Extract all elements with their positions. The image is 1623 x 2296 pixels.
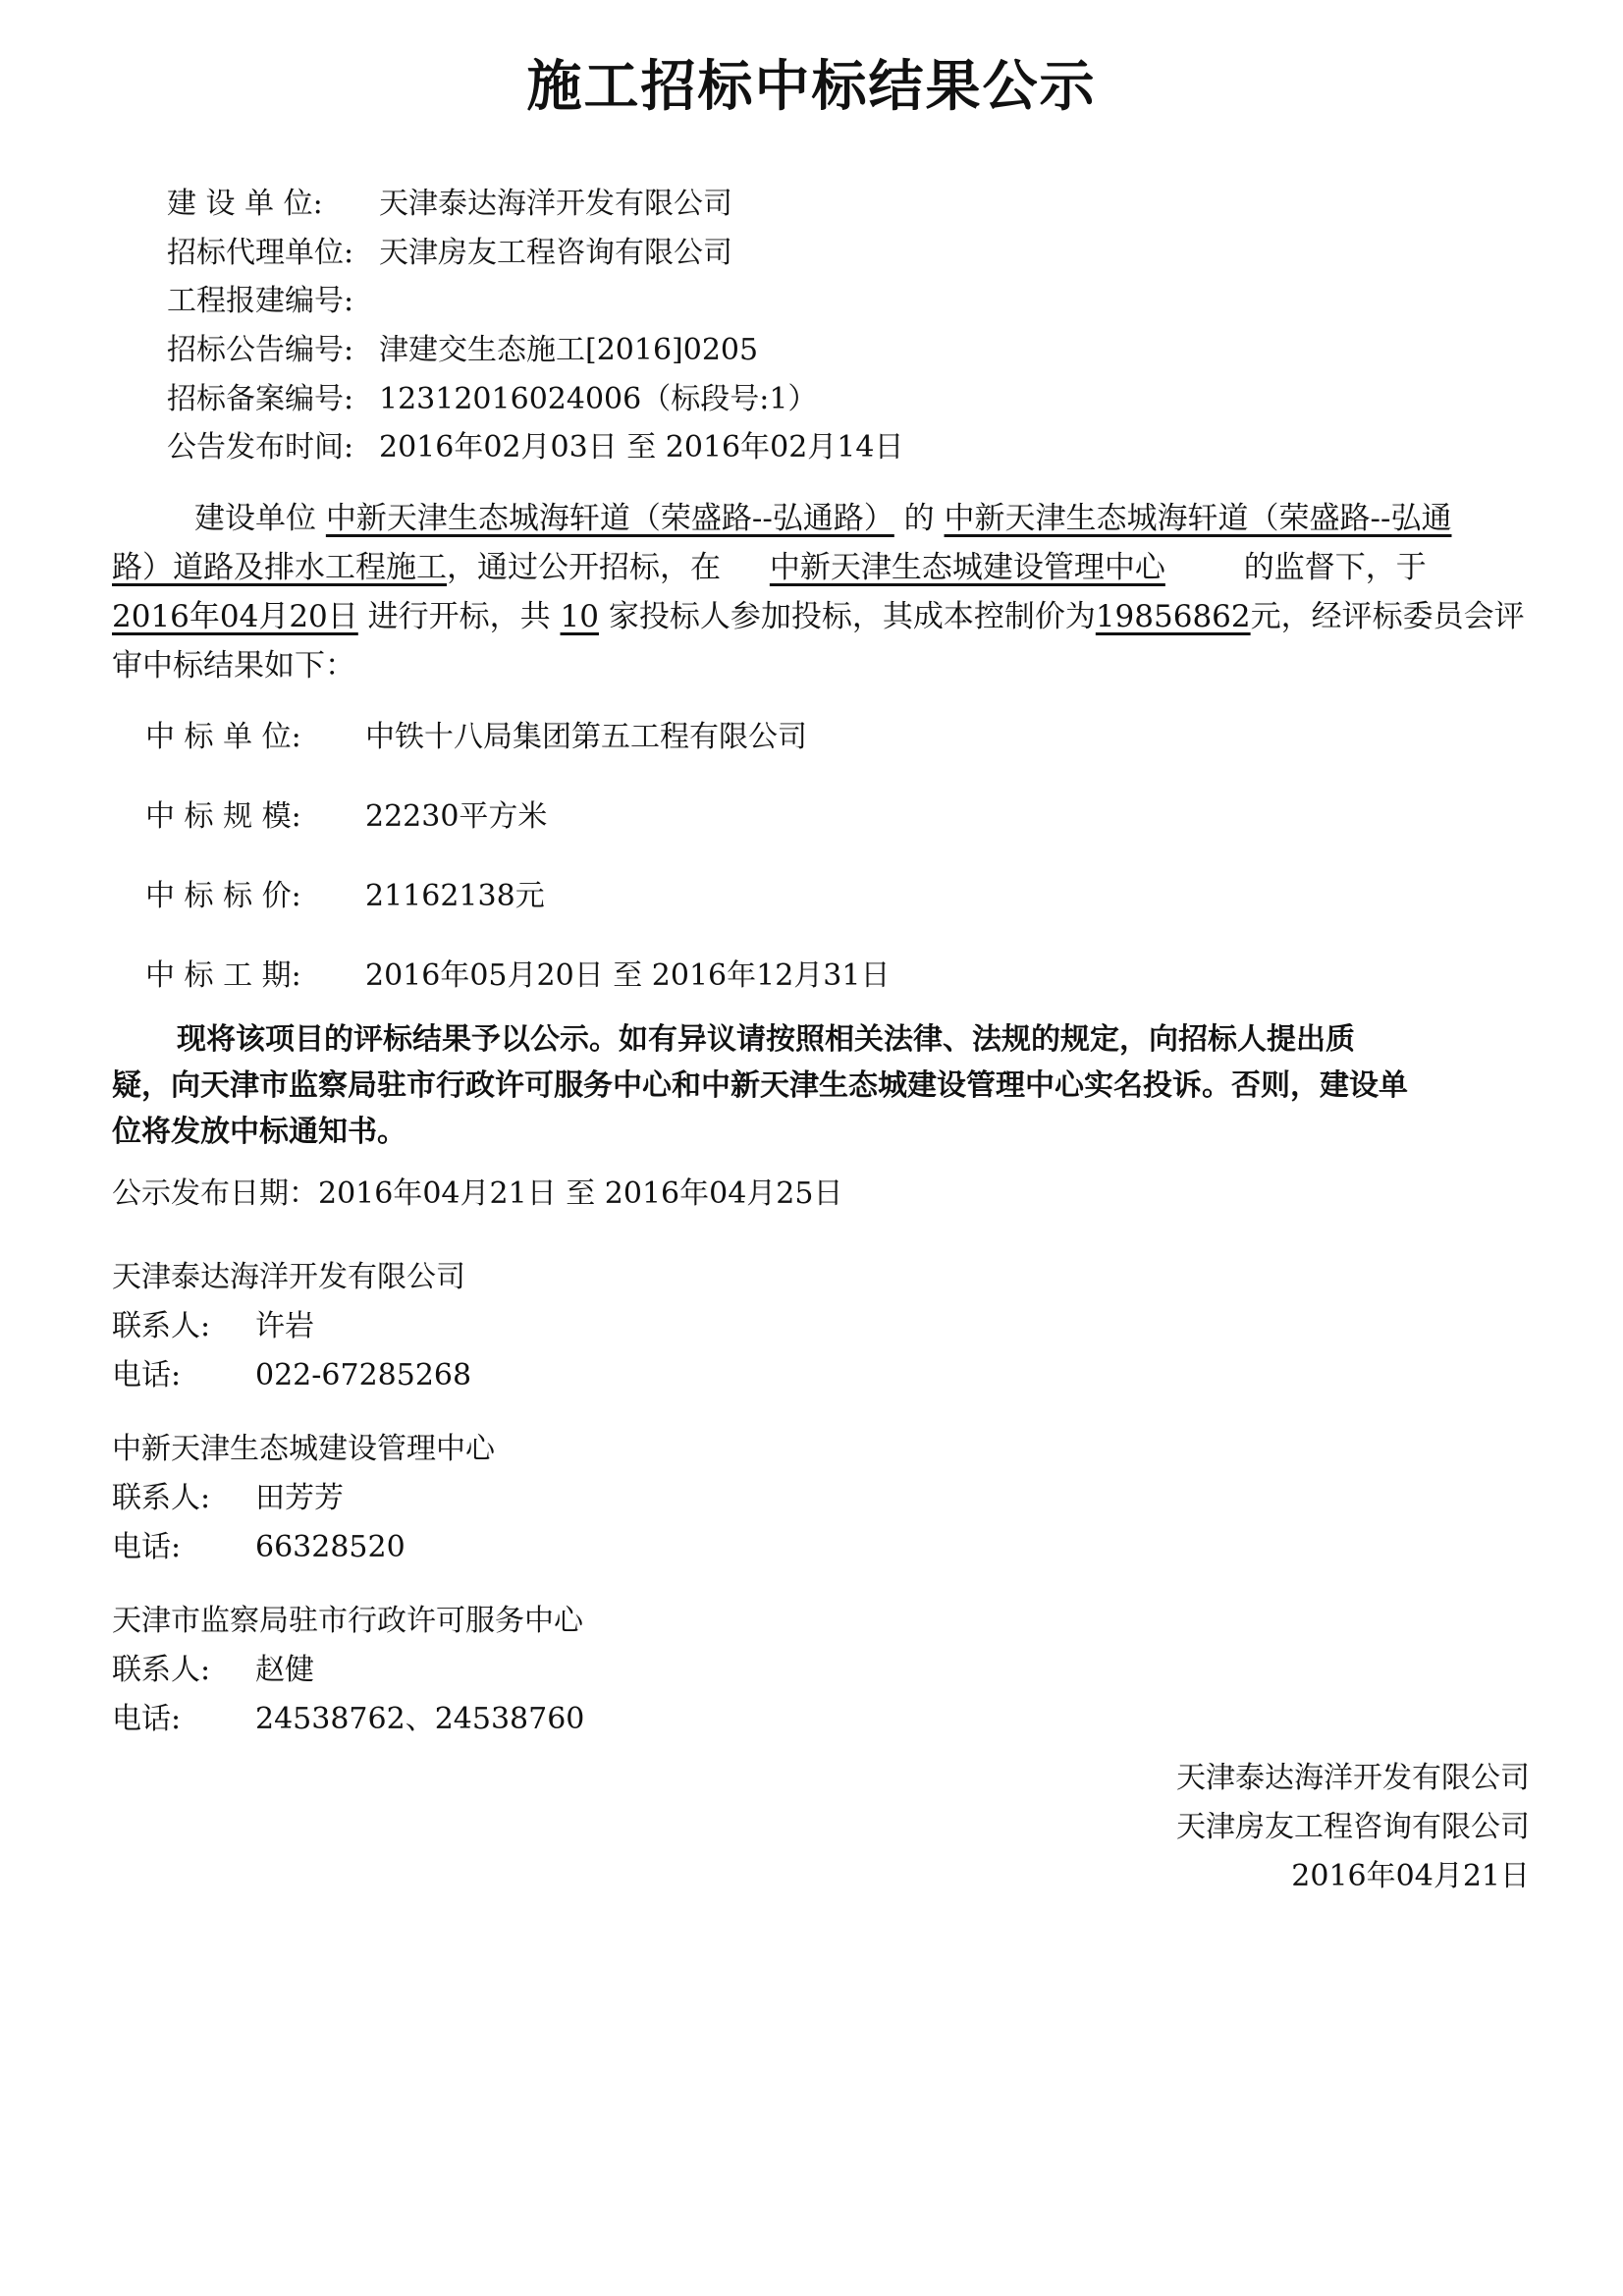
field-label: 公告发布时间: [167,430,354,465]
result-field-winner [145,712,807,755]
contact-org: 天津市监察局驻市行政许可服务中心 [112,1604,583,1638]
contact-phone-number: 022-67285268 [255,1358,472,1393]
body-text: ，通过公开招标，在 [447,550,730,585]
field-label: 招标备案编号: [167,382,354,416]
field-label: 建 设 单 位: [167,187,323,221]
contact-person-name: 许岩 [255,1309,314,1343]
project-name-part1: 中新天津生态城海轩道（荣盛路--弘通 [944,501,1452,536]
contact-phone [112,1522,406,1565]
contact-person [112,1301,314,1344]
result-field-price [145,871,545,914]
public-notice [112,1016,1577,1155]
bidder-count: 10 [560,599,599,634]
field-label: 工程报建编号: [167,284,354,318]
contact-org: 天津泰达海洋开发有限公司 [112,1260,465,1294]
result-field-duration [145,951,890,994]
cost-control-price: 19856862 [1095,599,1251,634]
body-text: 建设单位 [194,501,326,536]
field-value: 12312016024006（标段号:1） [379,382,818,416]
project-name-part2: 路）道路及排水工程施工 [112,550,447,585]
contact-person-label: 联系人: [112,1309,211,1343]
body-text: 审中标结果如下： [112,648,355,683]
contact-phone [112,1694,584,1737]
field-label: 中 标 工 期: [145,958,301,993]
field-value: 2016年02月03日 至 2016年02月14日 [379,430,904,465]
contact-phone-label: 电话: [112,1358,182,1393]
field-label: 中 标 规 模: [145,799,301,834]
contact-person [112,1473,344,1516]
body-text: 的监督下，于 [1233,550,1427,585]
publish-period: 公示发布日期：2016年04月21日 至 2016年04月25日 [112,1176,843,1211]
body-line [112,641,1577,690]
contact-person-label: 联系人: [112,1653,211,1687]
result-field-scale [145,792,547,835]
header-field-agency [167,228,732,271]
field-label: 招标公告编号: [167,333,354,367]
contact-phone [112,1350,471,1394]
supervisor-name: 中新天津生态城建设管理中心 [769,550,1165,585]
field-value: 2016年05月20日 至 2016年12月31日 [365,958,891,993]
field-value: 津建交生态施工[2016]0205 [379,333,759,367]
header-field-filing-number [167,374,817,417]
open-date: 2016年04月20日 [112,599,358,634]
contact-person-label: 联系人: [112,1481,211,1515]
body-line [112,543,1577,592]
body-text: 家投标人参加投标，其成本控制价为 [598,599,1096,634]
contact-person-name: 赵健 [255,1653,314,1687]
field-label: 招标代理单位: [167,236,354,270]
body-line [112,494,1577,543]
signature-org: 天津房友工程咨询有限公司 [1176,1810,1530,1844]
notice-line: 现将该项目的评标结果予以公示。如有异议请按照相关法律、法规的规定，向招标人提出质 [177,1022,1355,1057]
notice-line: 疑，向天津市监察局驻市行政许可服务中心和中新天津生态城建设管理中心实名投诉。否则，建设单 [112,1068,1408,1103]
field-value: 中铁十八局集团第五工程有限公司 [365,720,807,754]
contact-phone-label: 电话: [112,1530,182,1564]
field-label: 中 标 标 价: [145,879,301,913]
body-text: 进行开标，共 [357,599,561,634]
contact-person-name: 田芳芳 [255,1481,344,1515]
project-unit-name: 中新天津生态城海轩道（荣盛路--弘通路） [325,501,894,536]
header-field-construction-unit [167,179,732,222]
signature-org: 天津泰达海洋开发有限公司 [1176,1761,1530,1795]
header-field-announcement-time [167,422,903,465]
body-line [112,592,1577,641]
field-value: 22230平方米 [365,799,548,834]
body-text: 的 [893,501,945,536]
body-text: 元，经评标委员会评 [1250,599,1525,634]
header-field-announcement-number [167,325,758,368]
field-value: 天津房友工程咨询有限公司 [379,236,732,270]
contact-org: 中新天津生态城建设管理中心 [112,1432,495,1466]
contact-phone-number: 24538762、24538760 [255,1702,585,1736]
body-paragraph [112,494,1577,690]
contact-phone-label: 电话: [112,1702,182,1736]
field-value: 天津泰达海洋开发有限公司 [379,187,732,221]
field-value: 21162138元 [365,879,545,913]
signature-date: 2016年04月21日 [1291,1859,1530,1893]
field-label: 中 标 单 位: [145,720,301,754]
header-field-project-number [167,276,379,319]
page-title: 施工招标中标结果公示 [526,55,1097,119]
contact-person [112,1645,314,1688]
contact-phone-number: 66328520 [255,1530,406,1564]
notice-line: 位将发放中标通知书。 [112,1115,406,1149]
